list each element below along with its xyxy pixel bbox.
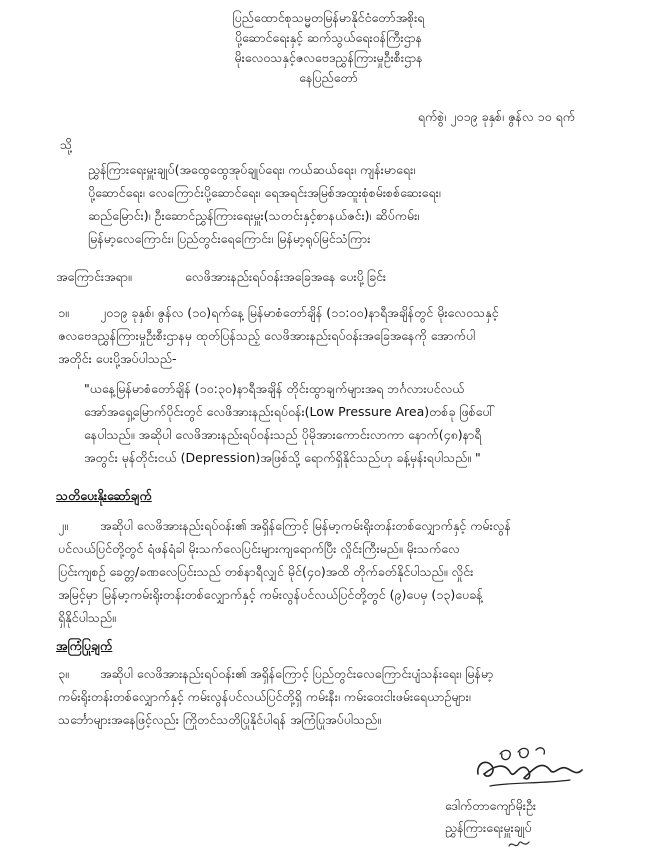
paragraph-line: ပင်လယ်ပြင်တို့တွင် ရံဖန်ရံခါ မိုးသက်လေပြင်းများကျရောက်ပြီး လှိုင်းကြီးမည်။ မိုးသက်လေ — [58, 541, 460, 556]
subject-label: အကြောင်းအရာ။ — [56, 269, 132, 284]
paragraph-line: ကမ်းရိုးတန်းတစ်လျှောက်နှင့် ကမ်းလွန်ပင်လယ်ပြင်တို့ရှိ ကမ်းနီး၊ ကမ်းဝေးငါးဖမ်းရေယာဉ်များ၊ — [58, 689, 471, 704]
recipient-line: မြန်မာ့လေကြောင်း၊ ပြည်တွင်းရေကြောင်း၊ မြန်မာ့ရုပ်မြင်သံကြား — [88, 231, 371, 246]
quote-line: အတွင်း မုန်တိုင်းငယ် (Depression)အဖြစ်သို့ ရောက်ရှိနိုင်သည်ဟု ခန့်မှန်းရပါသည်။ " — [84, 450, 481, 465]
paragraph-line: အဆိုပါ လေဖိအားနည်းရပ်ဝန်း၏ အရှိန်ကြောင့် မြန်မာ့ကမ်းရိုးတန်းတစ်လျှောက်နှင့် ကမ်းလွန် — [100, 518, 511, 533]
signatory-name: ဒေါက်တာကျော်မိုးဦး — [445, 798, 537, 813]
header-ministry: ပို့ဆောင်ရေးနှင့် ဆက်သွယ်ရေးဝန်ကြီးဌာန — [234, 30, 423, 45]
recipient-line: ဆည်မြောင်း)၊ ဦးဆောင်ညွှန်ကြားရေးမှူး(သတင်းနှင့်စာနယ်ဇင်း)၊ ဆိပ်ကမ်း၊ — [88, 208, 420, 223]
signatory-title: ညွှန်ကြားရေးမှူးချုပ် — [445, 820, 532, 835]
paragraph-number: ၁။ — [58, 305, 69, 320]
paragraph-line: အမြင့်မှာ မြန်မာ့ကမ်းရိုးတန်းတစ်လျှောက်နှင့် ကမ်းလွန်ပင်လယ်ပြင်တို့တွင် (၉)ပေမှ (၁၃)ပေခန့် — [58, 587, 483, 602]
paragraph-line: အတိုင်း ပေးပို့အပ်ပါသည်- — [58, 351, 177, 366]
paragraph-line: ၂၀၁၉ ခုနှစ်၊ ဇွန်လ (၁၀)ရက်နေ့ မြန်မာစံတော်ချိန် (၁၁:၀၀)နာရီအချိန်တွင် မိုးလေဝသနှင့် — [100, 305, 499, 320]
handwritten-signature — [470, 742, 590, 792]
header-department: မိုးလေဝသနှင့်ဇလဗေဒညွှန်ကြားမှုဦးစီးဌာန — [234, 50, 423, 65]
recipient-line: ပို့ဆောင်ရေး၊ လေကြောင်းပို့ဆောင်ရေး၊ ရေအရင်းအမြစ်အထူးစုံစမ်းစစ်ဆေးရေး၊ — [88, 185, 441, 200]
header-city: နေပြည်တော် — [299, 70, 358, 85]
document-date: ရက်စွဲ၊ ၂၀၁၉ ခုနှစ်၊ ဇွန်လ ၁၀ ရက် — [417, 109, 575, 124]
paragraph-line: ပြင်းကျစဉ် ခေတ္တ/ခဏလေပြင်းသည် တစ်နာရီလျှင် မိုင်(၄၀)အထိ တိုက်ခတ်နိုင်ပါသည်။ လှိုင်း — [58, 564, 474, 579]
section-heading-warning: သတိပေးနိုးဆော်ချက် — [56, 488, 152, 503]
recipient-line: ညွှန်ကြားရေးမှူးချုပ်(အထွေထွေအုပ်ချုပ်ရေး၊ ကယ်ဆယ်ရေး၊ ကျန်းမာရေး၊ — [88, 162, 416, 177]
paragraph-number: ၂။ — [58, 518, 68, 533]
subject-text: လေဖိအားနည်းရပ်ဝန်းအခြေအနေ ပေးပို့ခြင်း — [185, 269, 387, 284]
quote-line: နေပါသည်။ အဆိုပါ လေဖိအားနည်းရပ်ဝန်းသည် ပိုမိုအားကောင်းလာကာ နောက်(၄၈)နာရီ — [84, 427, 482, 442]
paragraph-line: ရှိနိုင်ပါသည်။ — [58, 610, 116, 625]
paragraph-line: ဇလဗေဒညွှန်ကြားမှုဦးစီးဌာနမှ ထုတ်ပြန်သည့် လေဖိအားနည်းရပ်ဝန်းအခြေအနေကို အောက်ပါ — [58, 328, 476, 343]
handwritten-initial — [506, 834, 532, 854]
header-government: ပြည်ထောင်စုသမ္မတမြန်မာနိုင်ငံတော်အစိုးရ — [232, 10, 425, 25]
paragraph-line: သင်္ဘောများအနေဖြင့်လည်း ကြိုတင်သတိပြုနိုင်ပါရန် အကြံပြုအပ်ပါသည်။ — [58, 712, 381, 727]
quote-line: အော်အရှေ့မြောက်ပိုင်းတွင် လေဖိအားနည်းရပ်ဝန်း(Low Pressure Area)တစ်ခု ဖြစ်ပေါ် — [84, 404, 496, 419]
to-label: သို့ — [60, 137, 73, 152]
paragraph-number: ၃။ — [58, 666, 69, 681]
paragraph-line: အဆိုပါ လေဖိအားနည်းရပ်ဝန်း၏ အရှိန်ကြောင့် ပြည်တွင်းလေကြောင်းပျံသန်းရေး၊ မြန်မာ့ — [100, 666, 494, 681]
section-heading-advice: အကြံပြုချက် — [56, 638, 113, 653]
quote-line: "ယနေ့မြန်မာစံတော်ချိန် (၁၀:၃၀)နာရီအချိန် တိုင်းထွာချက်များအရ ဘင်္ဂလားပင်လယ် — [84, 381, 465, 396]
